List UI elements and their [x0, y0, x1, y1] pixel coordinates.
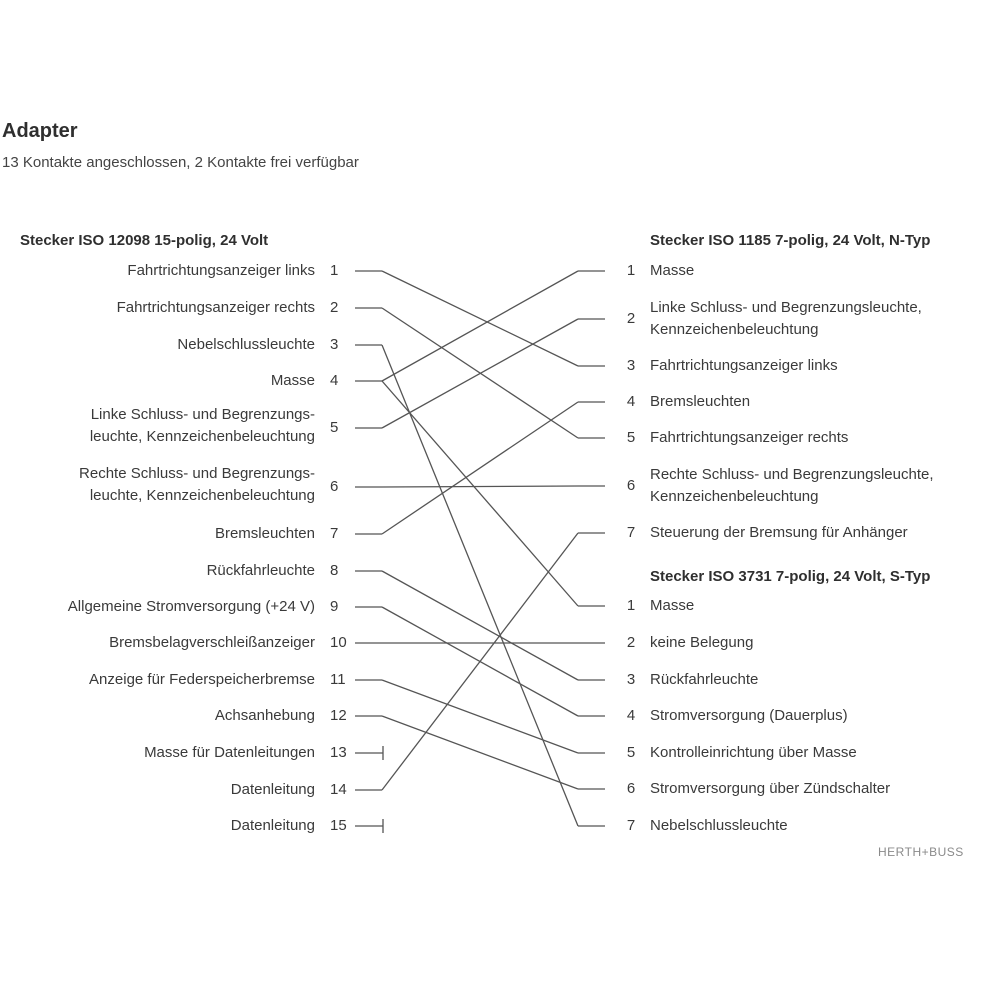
brand-logo: HERTH+BUSS — [878, 845, 964, 859]
right-connector-n-header: Stecker ISO 1185 7-polig, 24 Volt, N-Typ — [650, 232, 931, 249]
right-n-pin-number-2: 2 — [626, 310, 636, 327]
left-connector-header: Stecker ISO 12098 15-polig, 24 Volt — [20, 232, 269, 249]
left-pin-label-3: Nebelschlussleuchte — [177, 336, 315, 353]
left-pin-number-2: 2 — [330, 299, 339, 316]
wire-L7-N4 — [382, 402, 578, 534]
left-pin-number-7: 7 — [330, 525, 339, 542]
right-s-pin-label-5: Kontrolleinrichtung über Masse — [650, 744, 857, 761]
page-subtitle: 13 Kontakte angeschlossen, 2 Kontakte frei verfügbar — [2, 154, 359, 171]
right-s-pin-number-7: 7 — [626, 817, 636, 834]
left-pin-number-6: 6 — [330, 478, 339, 495]
left-pin-label-9: Allgemeine Stromversorgung (+24 V) — [67, 598, 315, 615]
right-connector-s-header: Stecker ISO 3731 7-polig, 24 Volt, S-Typ — [650, 568, 931, 585]
right-s-pin-label-2: keine Belegung — [650, 634, 754, 651]
right-n-pin-label-5: Fahrtrichtungsanzeiger rechts — [650, 429, 849, 446]
left-pin-number-1: 1 — [330, 262, 339, 279]
left-pin-label-13: Masse für Datenleitungen — [144, 744, 315, 761]
left-pin-number-13: 13 — [330, 744, 347, 761]
wire-L8-S3 — [382, 571, 578, 680]
left-pin-label-line1: Linke Schluss- und Begrenzungs- — [90, 406, 315, 423]
wire-L3-S7 — [382, 345, 578, 826]
right-s-pin-number-4: 4 — [626, 707, 636, 724]
right-s-pin-number-1: 1 — [626, 597, 636, 614]
right-s-pin-number-2: 2 — [626, 634, 636, 651]
wire-L14-N7 — [382, 533, 578, 790]
right-n-pin-label-line2: Kennzeichenbeleuchtung — [650, 488, 819, 505]
left-pin-number-8: 8 — [330, 562, 339, 579]
right-n-pin-label-3: Fahrtrichtungsanzeiger links — [650, 357, 838, 374]
right-s-pin-number-6: 6 — [626, 780, 636, 797]
left-pin-label-line2: leuchte, Kennzeichenbeleuchtung — [89, 428, 315, 445]
left-pin-label-12: Achsanhebung — [214, 707, 315, 724]
left-pin-number-9: 9 — [330, 598, 339, 615]
left-pin-number-14: 14 — [330, 781, 347, 798]
left-pin-label-line1: Rechte Schluss- und Begrenzungs- — [79, 465, 315, 482]
left-pin-number-12: 12 — [330, 707, 347, 724]
right-n-pin-label-1: Masse — [650, 262, 695, 279]
right-n-pin-label-line1: Rechte Schluss- und Begrenzungsleuchte, — [650, 466, 934, 483]
left-pin-number-3: 3 — [330, 336, 339, 353]
left-pin-label-10: Bremsbelagverschleißanzeiger — [109, 634, 315, 651]
page-title: Adapter — [2, 120, 78, 142]
wire-L11-S5 — [382, 680, 578, 753]
right-s-pin-label-3: Rückfahrleuchte — [650, 671, 759, 688]
left-pin-label-11: Anzeige für Federspeicherbremse — [89, 671, 315, 688]
left-pin-number-15: 15 — [330, 817, 347, 834]
right-n-pin-label-line1: Linke Schluss- und Begrenzungsleuchte, — [650, 299, 922, 316]
right-s-pin-label-6: Stromversorgung über Zündschalter — [650, 780, 891, 797]
right-s-pin-number-3: 3 — [626, 671, 636, 688]
right-s-pin-label-1: Masse — [650, 597, 695, 614]
left-pin-label-line2: leuchte, Kennzeichenbeleuchtung — [89, 487, 315, 504]
right-s-pin-label-4: Stromversorgung (Dauerplus) — [650, 707, 848, 724]
right-n-pin-number-5: 5 — [626, 429, 636, 446]
right-n-pin-label-line2: Kennzeichenbeleuchtung — [650, 321, 819, 338]
right-s-pin-label-7: Nebelschlussleuchte — [650, 817, 788, 834]
left-pin-number-4: 4 — [330, 372, 339, 389]
left-pin-number-5: 5 — [330, 419, 339, 436]
left-pin-label-2: Fahrtrichtungsanzeiger rechts — [116, 299, 315, 316]
left-pin-label-15: Datenleitung — [230, 817, 315, 834]
right-n-pin-number-3: 3 — [626, 357, 636, 374]
right-n-pin-number-4: 4 — [626, 393, 636, 410]
wire-L1-N3 — [382, 271, 578, 366]
left-pin-number-10: 10 — [330, 634, 347, 651]
right-n-pin-number-6: 6 — [626, 477, 636, 494]
right-n-pin-number-7: 7 — [626, 524, 636, 541]
right-n-pin-label-7: Steuerung der Bremsung für Anhänger — [650, 524, 908, 541]
right-s-pin-number-5: 5 — [626, 744, 636, 761]
wire-L6-N6 — [382, 486, 578, 487]
left-pin-label-8: Rückfahrleuchte — [206, 562, 315, 579]
wire-L5-N2 — [382, 319, 578, 428]
left-pin-label-14: Datenleitung — [230, 781, 315, 798]
wire-L4-N1 — [382, 271, 578, 381]
right-n-pin-label-4: Bremsleuchten — [650, 393, 751, 410]
right-n-pin-number-1: 1 — [626, 262, 636, 279]
left-pin-number-11: 11 — [330, 671, 346, 688]
left-pin-label-4: Masse — [270, 372, 315, 389]
left-pin-label-7: Bremsleuchten — [214, 525, 315, 542]
left-pin-label-1: Fahrtrichtungsanzeiger links — [127, 262, 315, 279]
